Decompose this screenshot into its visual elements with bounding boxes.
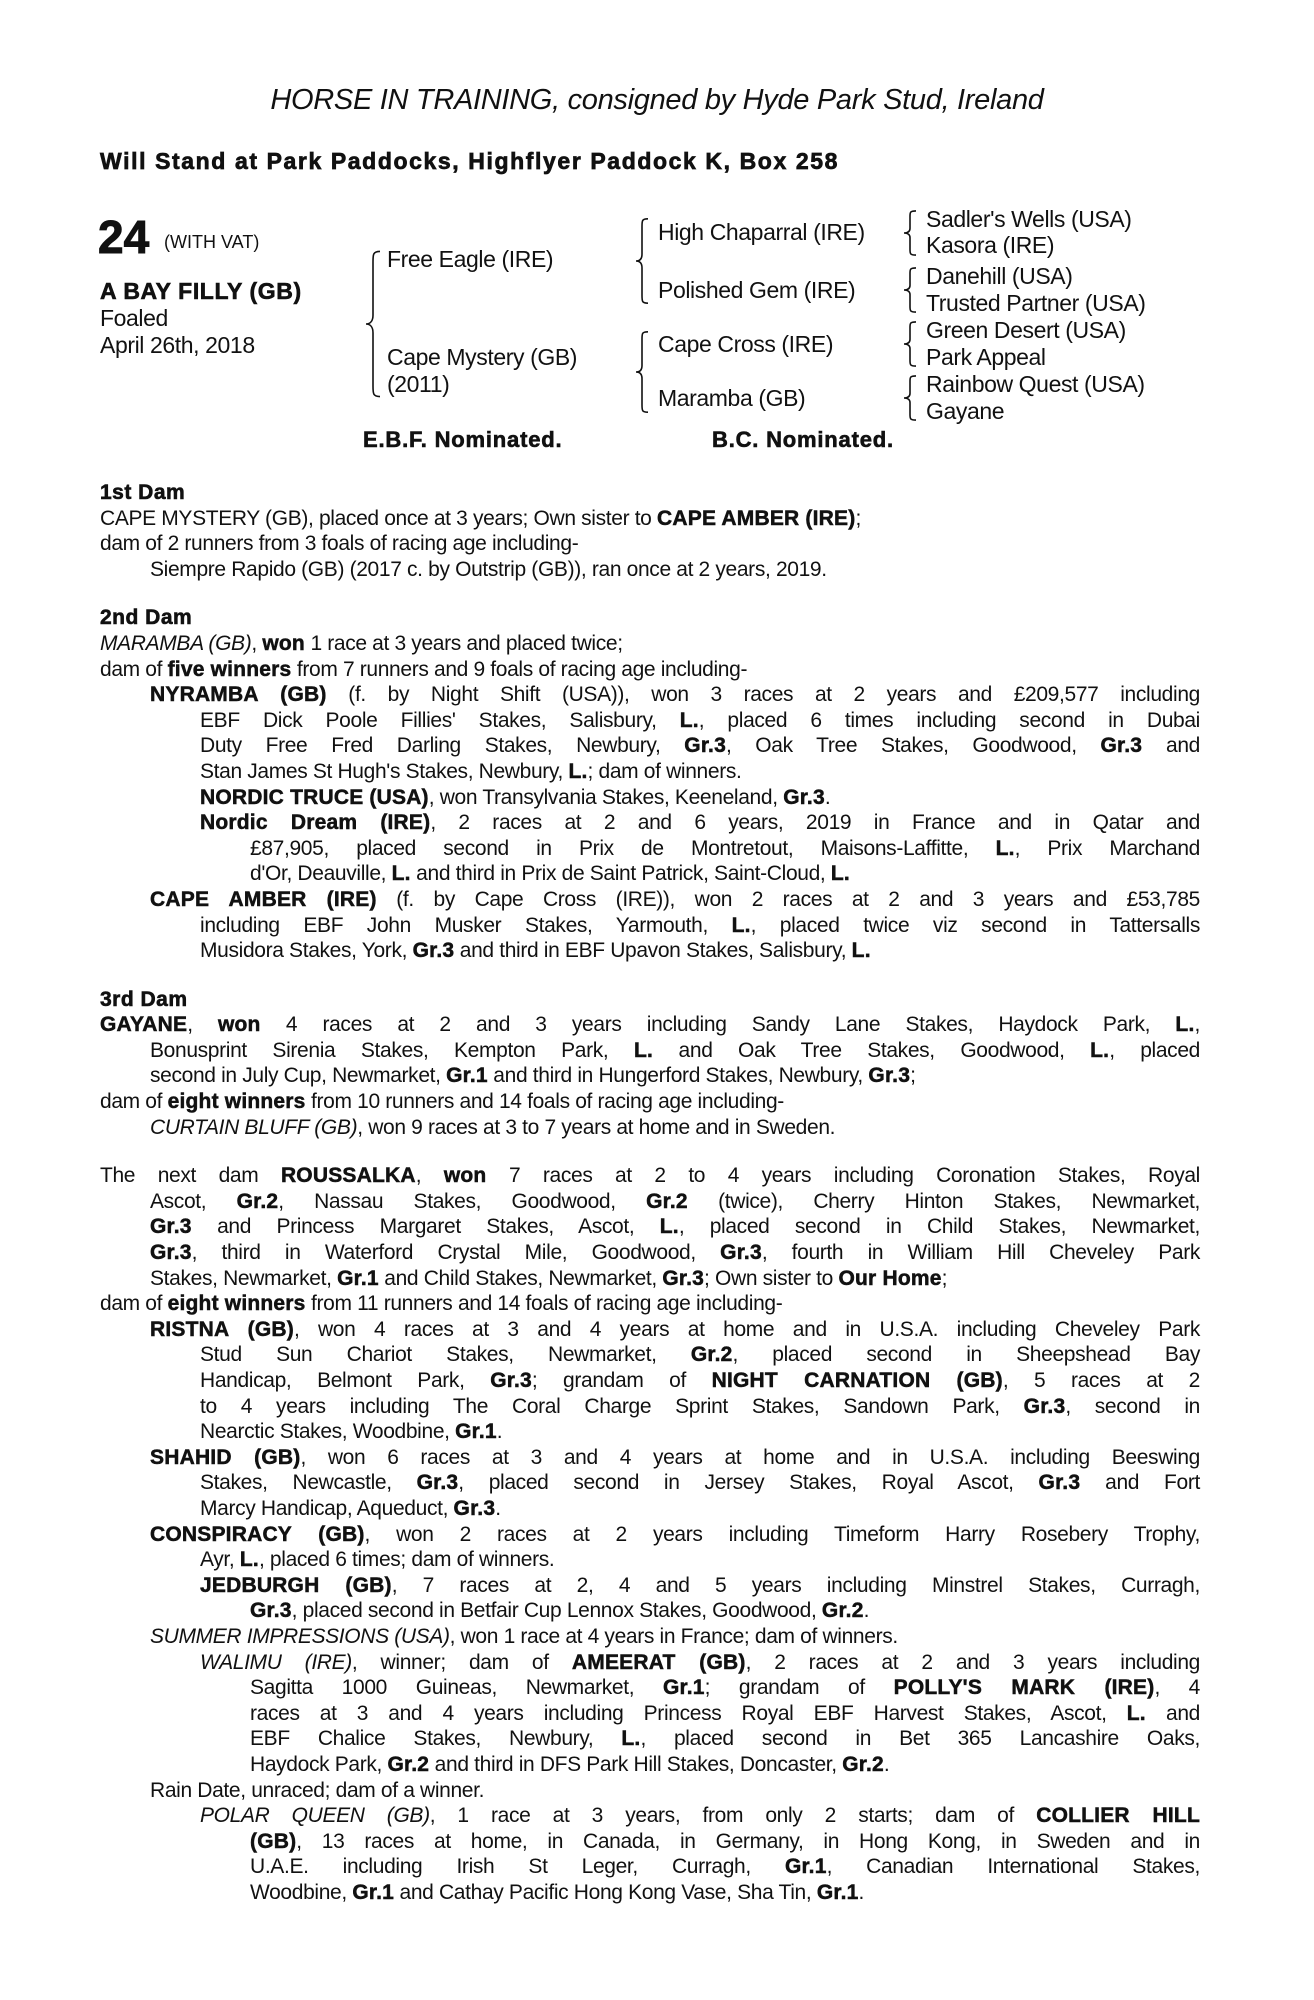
text: . [883,1752,890,1776]
text: ; [941,1266,948,1290]
bold-text: Gr.3 [250,1599,292,1623]
text-line [100,1394,1200,1420]
bold-text: Gr.3 [662,1266,705,1290]
sire-sire: High Chaparral (IRE) [658,219,865,245]
text: (f. by Night Shift (USA)), won 3 races at 2 years and £209,577 including [326,683,1200,707]
dam-year: (2011) [387,371,450,397]
bold-text: L. [830,862,850,886]
bold-text: L. [239,1548,259,1572]
text-line [100,861,1200,887]
bold-text: L. [679,708,699,732]
text: races at 3 and 4 years including Princess Royal EBF Harvest Stakes, Ascot, [250,1701,1127,1725]
text: , placed [1109,1038,1200,1062]
italic-text: CURTAIN BLUFF (GB) [150,1115,358,1139]
text: and third in EBF Upavon Stakes, Salisbury, [454,939,852,963]
text-line [100,1368,1200,1394]
ancestor-g3: Danehill (USA) [926,263,1073,289]
text-line [100,1778,1200,1804]
text-line [100,1624,1200,1650]
bold-text: won [217,1013,261,1037]
text: including EBF John Musker Stakes, Yarmouth, [200,913,732,937]
bold-text: Gr.3 [412,939,455,963]
text: Woodbine, [250,1880,353,1904]
text: (twice), Cherry Hinton Stakes, Newmarket, [687,1189,1200,1213]
bold-text: L. [633,1038,653,1062]
text: from 10 runners and 14 foals of racing age including- [305,1090,784,1114]
bold-text: Gr.3 [783,785,825,809]
text-line [100,1038,1200,1064]
text: 7 races at 2 to 4 years including Coronation Stakes, Royal [486,1164,1200,1188]
ancestor-g3: Sadler's Wells (USA) [926,206,1132,232]
text: CAPE MYSTERY (GB), placed once at 3 years; Own sister to [100,506,657,530]
sire-dam: Polished Gem (IRE) [658,277,856,303]
text-line [100,938,1200,964]
bold-text: Gr.2 [236,1189,279,1213]
bold-text: Gr.3 [416,1471,459,1495]
bold-text: won [443,1164,487,1188]
text-line [100,1522,1200,1548]
text: , placed second in Child Stakes, Newmarket, [678,1215,1201,1239]
catalogue-title: HORSE IN TRAINING, consigned by Hyde Park Stud, Ireland [270,84,1044,116]
text: Stud Sun Chariot Stakes, Newmarket, [200,1343,691,1367]
section-heading: 3rd Dam [100,987,188,1011]
bold-text: Nordic Dream (IRE) [200,811,431,835]
text-line [100,810,1200,836]
produce-entry [100,1573,1200,1624]
produce-entry [100,785,1200,811]
text: . [863,1599,870,1623]
text: EBF Chalice Stakes, Newbury, [250,1727,622,1751]
text: ; dam of winners. [587,759,742,783]
text: Marcy Handicap, Aqueduct, [200,1496,454,1520]
text-line [100,708,1200,734]
text-line [100,1470,1200,1496]
text: and [1145,1701,1200,1725]
bold-text: L. [621,1727,641,1751]
text: Haydock Park, [250,1752,388,1776]
text-line [100,1701,1200,1727]
bold-text: Gr.1 [446,1064,488,1088]
bold-text: ROUSSALKA [280,1164,416,1188]
text: , 13 races at home, in Canada, in Germany, in Hong Kong, in Sweden and in [296,1829,1200,1853]
text: £87,905, placed second in Prix de Montretout, Maisons-Laffitte, [250,836,996,860]
text: , 5 races at 2 [1002,1369,1200,1392]
bold-text: NORDIC TRUCE (USA) [200,785,429,809]
bold-text: Gr.3 [490,1369,532,1392]
bold-text: L. [1126,1701,1146,1725]
produce-entry [100,1291,1200,1317]
bold-text: CAPE AMBER (IRE) [150,887,377,911]
text: Ayr, [200,1548,240,1572]
bold-text: Gr.2 [821,1599,864,1623]
text: . [495,1496,501,1520]
family-notes [100,480,1200,1928]
text: from 7 runners and 9 foals of racing age including- [291,657,748,681]
text-line [100,1240,1200,1266]
text-line [100,557,1200,583]
bold-text: Gr.1 [455,1420,497,1444]
text: , won Transylvania Stakes, Keeneland, [428,785,784,809]
ancestor-g3: Gayane [926,398,1005,424]
text-line [100,836,1200,862]
produce-entry [100,1317,1200,1445]
produce-entry [100,1115,1200,1141]
dam-section [100,605,1200,963]
text: , 1 race at 3 years, from only 2 starts; dam of [429,1804,1037,1828]
produce-entry [100,1624,1200,1650]
sire: Free Eagle (IRE) [387,246,554,272]
text-line [100,1266,1200,1292]
pedigree-brace-icon [904,321,916,367]
text: , placed second in Bet 365 Lancashire Oaks, [640,1727,1200,1751]
bold-text: Gr.3 [1038,1471,1081,1495]
text: , fourth in William Hill Cheveley Park [761,1241,1201,1265]
text: , [187,1013,218,1037]
text: and [1142,734,1200,758]
bold-text: (GB) [250,1829,297,1853]
text: ; Own sister to [704,1266,839,1290]
pedigree-brace-icon [636,331,648,413]
text: , 7 races at 2, 4 and 5 years including Minstrel Stakes, Curragh, [391,1573,1200,1597]
produce-entry [100,657,1200,683]
text-line [100,1063,1200,1089]
stand-location: Will Stand at Park Paddocks, Highflyer Paddock K, Box 258 [100,148,840,174]
text-line [100,1675,1200,1701]
text: , placed 6 times including second in Dubai [698,708,1200,732]
text: and Princess Margaret Stakes, Ascot, [191,1215,660,1239]
text-line [100,1496,1200,1522]
section-heading: 1st Dam [100,481,186,504]
bold-text: Gr.3 [720,1241,762,1265]
text: . [824,785,831,809]
ancestor-g3: Trusted Partner (USA) [926,290,1146,316]
text-line [100,913,1200,939]
text: , second in [1065,1394,1200,1418]
produce-entry [100,1445,1200,1522]
bold-text: Gr.3 [1100,734,1143,758]
ancestor-g3: Rainbow Quest (USA) [926,371,1145,397]
bold-text: Gr.1 [662,1676,705,1700]
foaled-date: April 26th, 2018 [100,332,255,358]
bold-text: NIGHT CARNATION (GB) [711,1369,1003,1392]
bold-text: five winners [167,657,292,681]
text: Stakes, Newcastle, [200,1471,417,1495]
bold-text: Gr.2 [842,1752,884,1776]
text-line [100,1342,1200,1368]
text-line [100,1650,1200,1676]
produce-entry [100,531,1200,557]
text: 1 race at 3 years and placed twice; [304,631,623,655]
text: The next dam [100,1164,281,1188]
italic-text: WALIMU (IRE) [200,1650,352,1674]
bold-text: L. [391,862,411,886]
bold-text: RISTNA (GB) [150,1317,294,1341]
text-line [100,1419,1200,1445]
text-line [100,1012,1200,1038]
bold-text: L. [659,1215,679,1239]
text: Stan James St Hugh's Stakes, Newbury, [200,759,569,783]
bold-text: CAPE AMBER (IRE) [657,506,856,530]
text: Siempre Rapido (GB) (2017 c. by Outstrip (GB)), ran once at 2 years, 2019. [150,557,827,581]
text: d'Or, Deauville, [250,862,392,886]
produce-entry [100,1012,1200,1089]
text-line [100,531,1200,557]
text-line [100,1726,1200,1752]
bold-text: Gr.3 [150,1215,192,1239]
text: ; grandam of [531,1369,712,1392]
pedigree-brace-icon [904,210,916,256]
text: and Oak Tree Stakes, Goodwood, [653,1038,1091,1062]
text: ; [855,506,861,530]
text: , 4 [1154,1676,1201,1700]
bold-text: AMEERAT (GB) [571,1650,746,1674]
bold-text: SHAHID (GB) [150,1445,301,1469]
text-line [100,657,1200,683]
text-line [100,1573,1200,1599]
text: Sagitta 1000 Guineas, Newmarket, [250,1676,663,1700]
bold-text: L. [851,939,871,963]
text: , won 9 races at 3 to 7 years at home and in Sweden. [357,1115,836,1139]
bold-text: CONSPIRACY (GB) [150,1522,365,1546]
text: Bonusprint Sirenia Stakes, Kempton Park, [150,1038,634,1062]
text: , Canadian International Stakes, [826,1855,1200,1879]
pedigree-brace-icon [904,375,916,421]
text: , won 2 races at 2 years including Timeform Harry Rosebery Trophy, [364,1522,1200,1546]
bold-text: Gr.2 [646,1189,688,1213]
bold-text: L. [1090,1038,1110,1062]
text: and third in Prix de Saint Patrick, Saint-Cloud, [410,862,831,886]
text: . [858,1880,864,1904]
pedigree-brace-icon [904,267,916,313]
produce-entry [100,682,1200,784]
text-line [100,887,1200,913]
text: , [415,1164,444,1188]
bold-text: eight winners [167,1292,306,1316]
text-line [100,682,1200,708]
dam: Cape Mystery (GB) [387,344,578,370]
dam-section [100,1163,1200,1905]
text: , 2 races at 2 and 3 years including [745,1650,1200,1674]
text-line [100,1880,1200,1906]
text: second in July Cup, Newmarket, [150,1064,447,1088]
text: , [251,631,263,655]
text: from 11 runners and 14 foals of racing age including- [305,1292,783,1316]
text: , won 1 race at 4 years in France; dam of winners. [449,1624,898,1648]
text: Stakes, Newmarket, [150,1266,338,1290]
text: , placed second in Betfair Cup Lennox Stakes, Goodwood, [291,1599,822,1623]
produce-entry [100,887,1200,964]
produce-entry [100,631,1200,657]
text: dam of [100,1292,168,1316]
bold-text: Gr.1 [337,1266,379,1290]
text-line [100,1189,1200,1215]
text: , Prix Marchand [1014,836,1200,860]
text: , placed 6 times; dam of winners. [258,1548,555,1572]
bold-text: won [262,631,305,655]
section-heading: 2nd Dam [100,606,193,630]
text-line [100,1547,1200,1573]
text: , winner; dam of [351,1650,572,1674]
ancestor-g3: Green Desert (USA) [926,317,1126,343]
bold-text: Gr.2 [387,1752,430,1776]
text-line [100,506,1200,532]
produce-entry [100,810,1200,887]
text-line [100,1445,1200,1471]
dam-section [100,480,1200,582]
bold-text: Gr.3 [453,1496,496,1520]
text: U.A.E. including Irish St Leger, Curragh, [250,1855,785,1879]
ancestor-g3: Kasora (IRE) [926,232,1055,258]
produce-entry [100,1163,1200,1291]
produce-entry [100,506,1200,532]
produce-entry [100,1522,1200,1573]
produce-entry [100,1778,1200,1804]
bold-text: L. [731,913,751,937]
produce-entry [100,1089,1200,1115]
dam-sire: Cape Cross (IRE) [658,331,834,357]
bold-text: JEDBURGH (GB) [200,1573,392,1597]
text: 4 races at 2 and 3 years including Sandy Lane Stakes, Haydock Park, [260,1013,1176,1037]
text: dam of [100,1090,168,1114]
bold-text: Gr.3 [684,734,726,758]
text: and third in DFS Park Hill Stakes, Doncaster, [429,1752,843,1776]
text: EBF Dick Poole Fillies' Stakes, Salisbury, [200,708,680,732]
bold-text: NYRAMBA (GB) [150,683,327,707]
bold-text: Gr.3 [150,1241,192,1265]
text: (f. by Cape Cross (IRE)), won 2 races at 2 and 3 years and £53,785 [376,887,1200,911]
dam-dam: Maramba (GB) [658,385,806,411]
bold-text: GAYANE [100,1013,188,1037]
text: ; grandam of [704,1676,894,1700]
text: Nearctic Stakes, Woodbine, [200,1420,456,1444]
text-line [100,1598,1200,1624]
bc-nominated: B.C. Nominated. [712,427,894,452]
lot-description: A BAY FILLY (GB) [100,278,302,304]
text: , placed second in Sheepshead Bay [732,1343,1200,1367]
text: to 4 years including The Coral Charge Sprint Stakes, Sandown Park, [200,1394,1024,1418]
text: , 2 races at 2 and 6 years, 2019 in France and in Qatar and [430,811,1200,835]
text: dam of [100,657,168,681]
bold-text: Gr.1 [784,1855,827,1879]
text: Handicap, Belmont Park, [200,1369,491,1392]
produce-entry [100,1650,1200,1778]
bold-text: L. [1175,1013,1195,1037]
text: , won 4 races at 3 and 4 years at home and in U.S.A. including Cheveley Park [293,1317,1200,1341]
text-line [100,1115,1200,1141]
text-line [100,1317,1200,1343]
dam-section [100,987,1200,1141]
pedigree-brace-icon [636,218,648,304]
italic-text: SUMMER IMPRESSIONS (USA) [150,1624,450,1648]
text-line [100,1163,1200,1189]
vat-note: (WITH VAT) [164,232,260,252]
pedigree-brace-icon [366,250,380,398]
text: and third in Hungerford Stakes, Newbury, [487,1064,869,1088]
text: , [1194,1013,1200,1037]
text: Ascot, [150,1189,237,1213]
bold-text: Our Home [838,1266,942,1290]
text: and Cathay Pacific Hong Kong Vase, Sha Tin, [394,1880,817,1904]
text: , Nassau Stakes, Goodwood, [278,1189,647,1213]
text-line [100,1854,1200,1880]
text: , placed twice viz second in Tattersalls [750,913,1200,937]
produce-entry [100,557,1200,583]
text: , won 6 races at 3 and 4 years at home and in U.S.A. including Beeswing [300,1445,1200,1469]
bold-text: L. [568,759,588,783]
bold-text: Gr.1 [816,1880,859,1904]
text: and Child Stakes, Newmarket, [378,1266,663,1290]
foaled-label: Foaled [100,305,168,331]
ancestor-g3: Park Appeal [926,344,1046,370]
text: Duty Free Fred Darling Stakes, Newbury, [200,734,685,758]
lot-number: 24 [98,211,150,263]
italic-text: MARAMBA (GB) [100,631,252,655]
bold-text: Gr.1 [352,1880,395,1904]
text: Rain Date, unraced; dam of a winner. [150,1778,485,1802]
text: and Fort [1080,1471,1200,1495]
bold-text: COLLIER HILL [1036,1804,1200,1828]
text: , Oak Tree Stakes, Goodwood, [725,734,1101,758]
text-line [100,785,1200,811]
bold-text: POLLY'S MARK (IRE) [893,1676,1155,1700]
text-line [100,759,1200,785]
text-line [100,1829,1200,1855]
text-line [100,631,1200,657]
text-line [100,1089,1200,1115]
text: . [496,1420,503,1444]
ebf-nominated: E.B.F. Nominated. [363,427,563,452]
text-line [100,1214,1200,1240]
bold-text: Gr.2 [690,1343,733,1367]
text: , placed second in Jersey Stakes, Royal Ascot, [458,1471,1039,1495]
text-line [100,1752,1200,1778]
text: ; [910,1064,916,1088]
text-line [100,733,1200,759]
text: Musidora Stakes, York, [200,939,413,963]
produce-entry [100,1803,1200,1905]
bold-text: Gr.3 [868,1064,911,1088]
text-line [100,1291,1200,1317]
italic-text: POLAR QUEEN (GB) [200,1804,430,1828]
text-line [100,1803,1200,1829]
bold-text: eight winners [167,1090,306,1114]
bold-text: L. [995,836,1015,860]
text: dam of 2 runners from 3 foals of racing age including- [100,532,579,556]
bold-text: Gr.3 [1023,1394,1066,1418]
text: , third in Waterford Crystal Mile, Goodwood, [191,1241,721,1265]
